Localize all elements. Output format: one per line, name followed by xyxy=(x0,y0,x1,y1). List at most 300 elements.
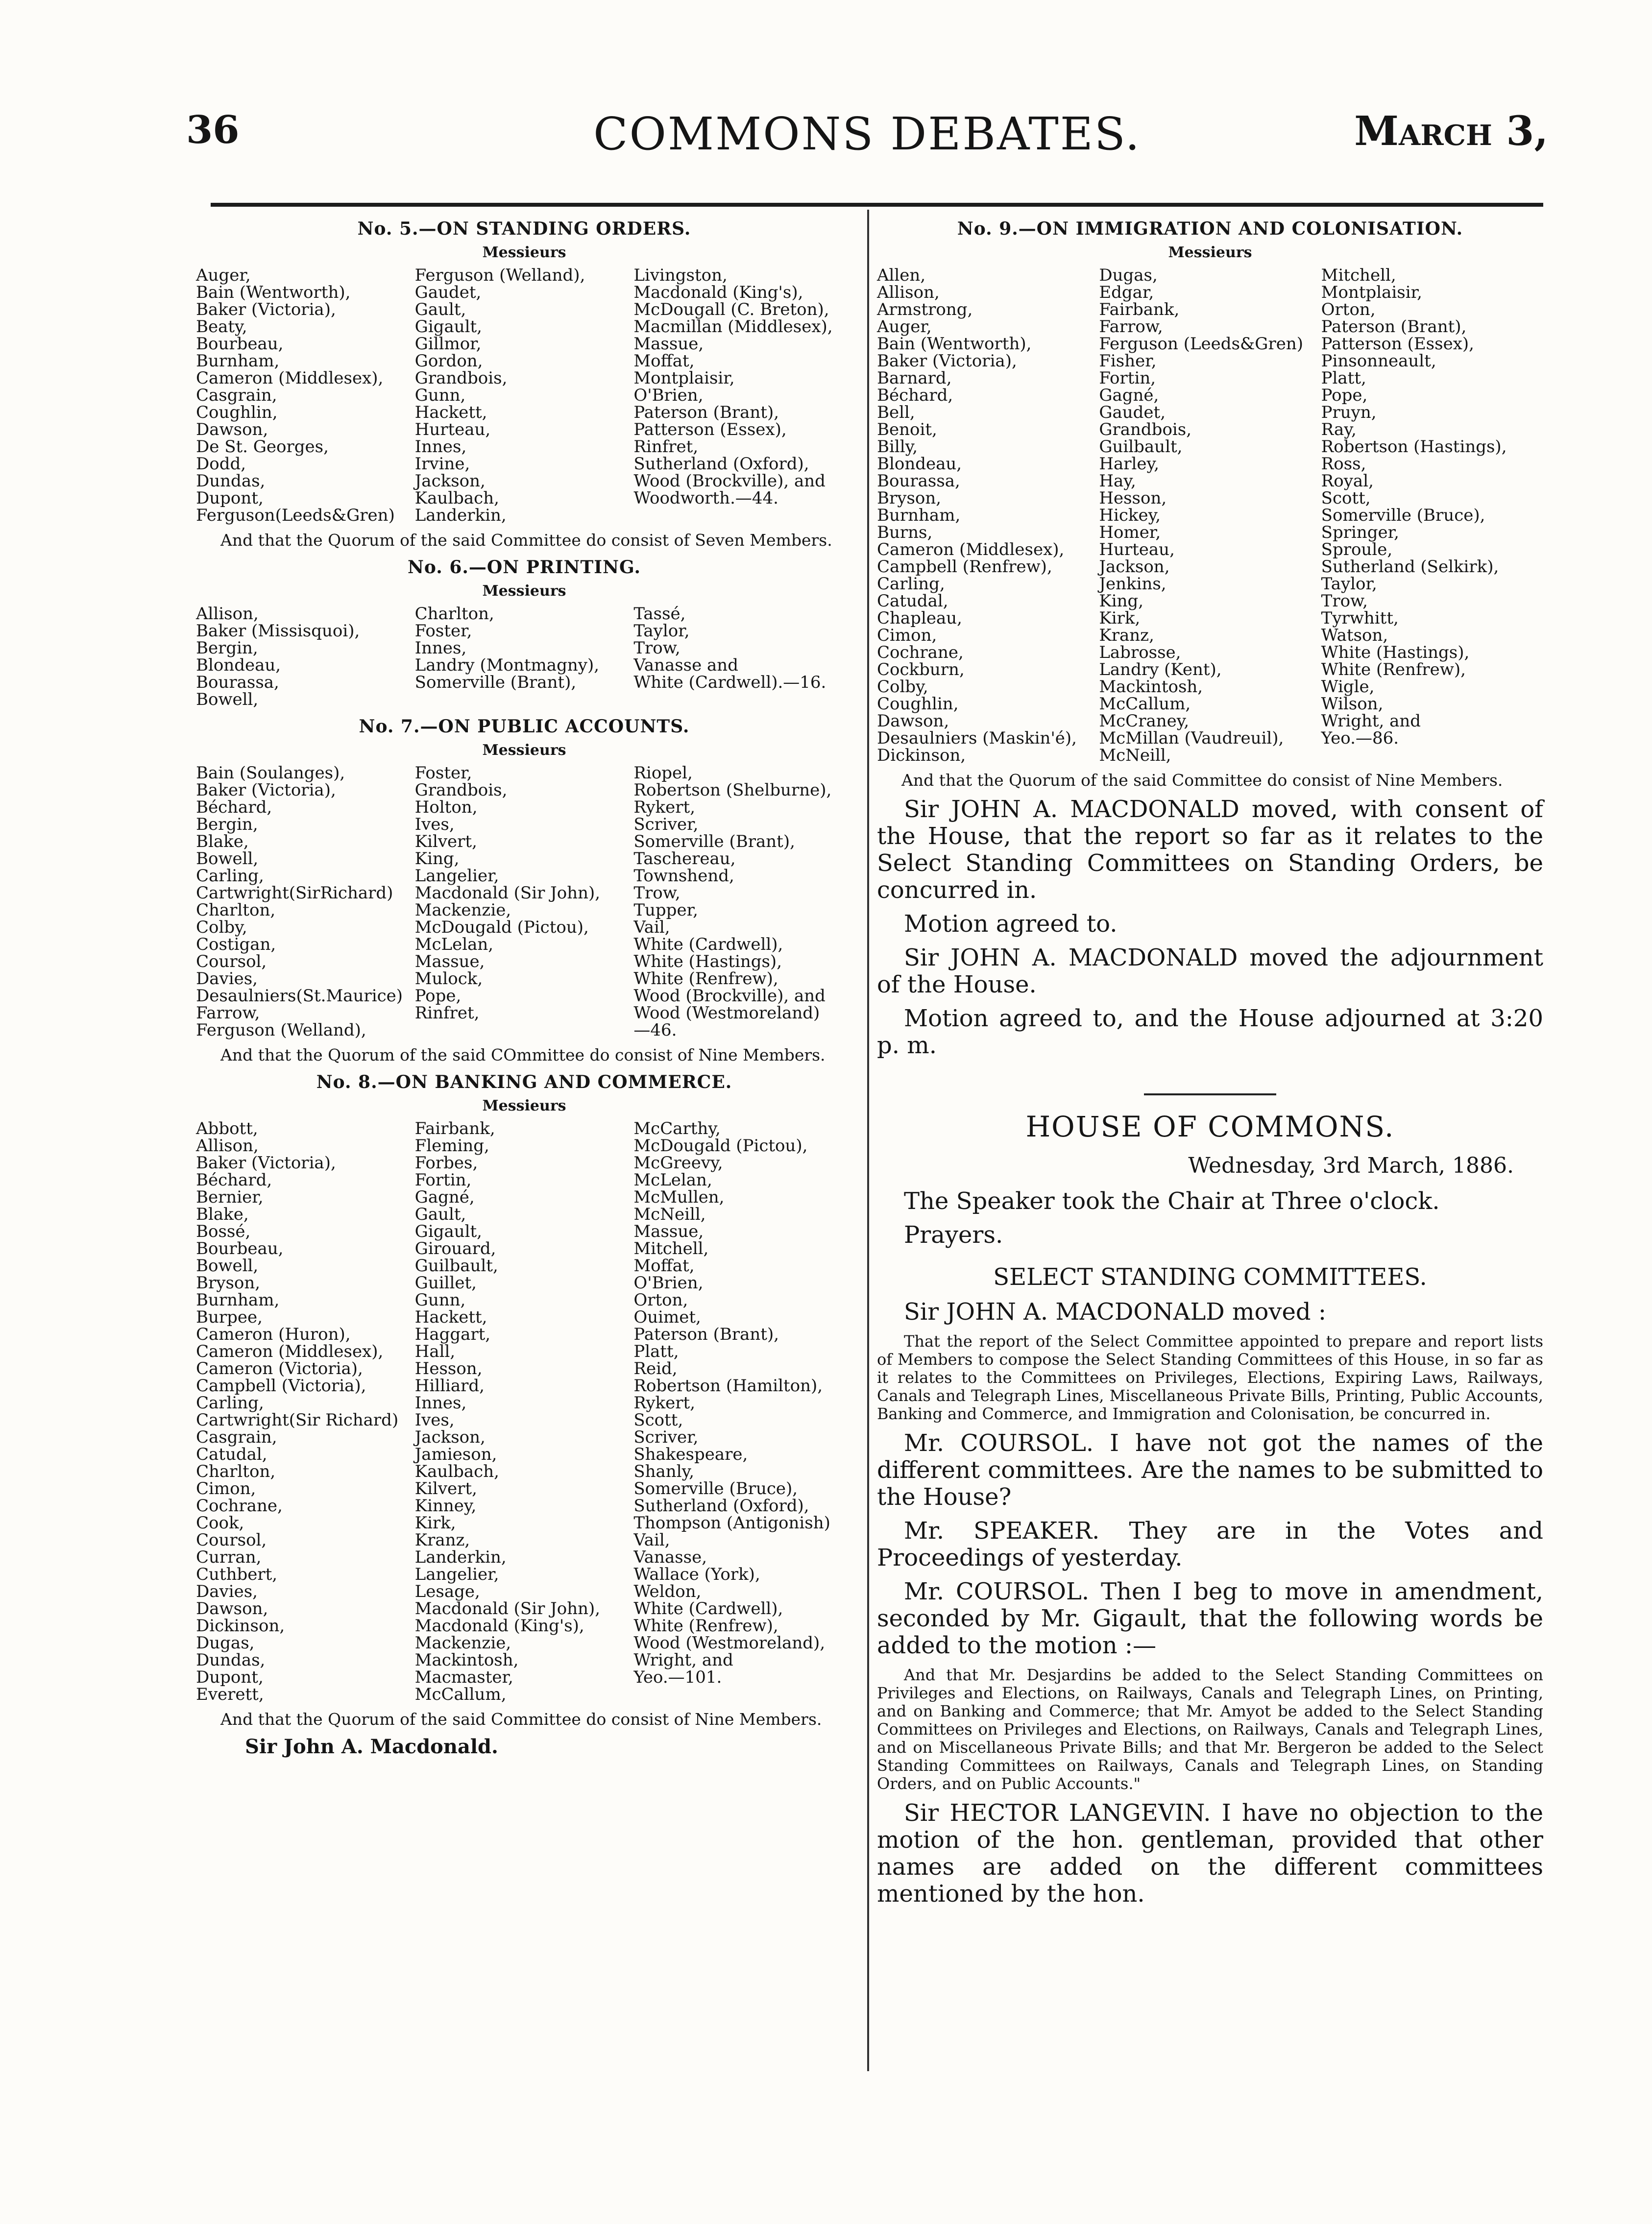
member-name: McCarthy, xyxy=(633,1119,721,1138)
member-name: Scott, xyxy=(633,1410,683,1430)
member-name: Forbes, xyxy=(414,1153,478,1173)
member-name: Homer, xyxy=(1099,523,1161,542)
member-name: Innes, xyxy=(414,638,467,658)
member-name: Costigan, xyxy=(196,935,276,954)
member-name: Watson, xyxy=(1321,626,1388,645)
paragraph: Mr. COURSOL. I have not got the names of the different committees. Are the names to be submitted to the House? xyxy=(877,1429,1543,1511)
member-name: Landerkin, xyxy=(414,1547,507,1567)
member-name: De St. Georges, xyxy=(196,437,329,457)
member-name: Reid, xyxy=(633,1359,678,1378)
paragraph: Mr. COURSOL. Then I beg to move in amendment, seconded by Mr. Gigault, that the following words be added to the motion :— xyxy=(877,1578,1543,1659)
member-name: Trow, xyxy=(633,638,680,658)
member-name: Mackintosh, xyxy=(1099,677,1203,697)
member-name: Grandbois, xyxy=(414,780,508,800)
member-name: Landry (Montmagny), xyxy=(414,655,600,675)
member-name: Montplaisir, xyxy=(633,368,735,388)
member-name: Blondeau, xyxy=(877,454,962,474)
member-name: Macmaster, xyxy=(414,1668,513,1687)
member-name: Pope, xyxy=(1321,386,1368,405)
member-name: Somerville (Brant), xyxy=(414,673,577,692)
member-name: McLelan, xyxy=(414,935,494,954)
member-name: Jenkins, xyxy=(1099,574,1166,594)
member-list xyxy=(196,1120,852,1703)
member-name: Colby, xyxy=(196,918,247,937)
member-name: Ferguson (Welland), xyxy=(196,1020,366,1040)
member-name: Irvine, xyxy=(414,454,470,474)
member-name: Jackson, xyxy=(414,471,486,491)
member-name: Bergin, xyxy=(196,638,258,658)
member-name: Ouimet, xyxy=(633,1307,701,1327)
member-name: Hackett, xyxy=(414,403,487,422)
member-name: Wallace (York), xyxy=(633,1565,760,1584)
member-name: Bossé, xyxy=(196,1222,251,1241)
member-name: Wood (Westmoreland), xyxy=(633,1633,826,1653)
member-name: Shanly, xyxy=(633,1462,695,1481)
member-name: Wood (Brockville), and xyxy=(633,471,826,491)
member-column xyxy=(415,605,634,708)
member-name: Vanasse and xyxy=(633,655,738,675)
member-name: McDougald (Pictou), xyxy=(414,918,589,937)
member-name: Scriver, xyxy=(633,815,699,834)
member-name: Bain (Wentworth), xyxy=(877,334,1032,354)
member-name: Béchard, xyxy=(877,386,953,405)
member-name: Mackenzie, xyxy=(414,1633,511,1653)
house-title: HOUSE OF COMMONS. xyxy=(1025,1110,1395,1143)
member-name: Foster, xyxy=(414,621,472,641)
member-name: Béchard, xyxy=(196,1170,272,1190)
member-name: Baker (Victoria), xyxy=(196,780,336,800)
member-name: Coughlin, xyxy=(196,403,278,422)
member-name: McNeill, xyxy=(633,1205,706,1224)
member-name: Carling, xyxy=(877,574,945,594)
member-name: Macdonald (Sir John), xyxy=(414,1599,601,1619)
member-name: Tyrwhitt, xyxy=(1321,608,1399,628)
member-name: Campbell (Renfrew), xyxy=(877,557,1052,577)
member-name: Macdonald (King's), xyxy=(633,283,803,302)
member-name: Gault, xyxy=(414,1205,466,1224)
member-name: Chapleau, xyxy=(877,608,962,628)
member-name: Dodd, xyxy=(196,454,246,474)
member-name: Blake, xyxy=(196,1205,249,1224)
member-name: Casgrain, xyxy=(196,386,277,405)
messieurs-label: Messieurs xyxy=(482,582,566,600)
member-name: Innes, xyxy=(414,1393,467,1413)
member-name: Girouard, xyxy=(414,1239,496,1258)
member-name: Bain (Soulanges), xyxy=(196,763,345,783)
member-name: Kaulbach, xyxy=(414,1462,499,1481)
date-label: March 3, xyxy=(1354,108,1548,155)
member-name: Gordon, xyxy=(414,351,483,371)
member-name: Paterson (Brant), xyxy=(633,403,779,422)
member-name: Gunn, xyxy=(414,1290,466,1310)
member-name: Labrosse, xyxy=(1099,643,1181,662)
member-name: Barnard, xyxy=(877,368,952,388)
member-name: Charlton, xyxy=(414,604,494,624)
member-name: Dawson, xyxy=(196,1599,268,1619)
quorum-note: And that the Quorum of the said Committee do consist of Seven Members. xyxy=(220,531,832,550)
member-name: Armstrong, xyxy=(877,300,973,319)
member-column xyxy=(633,765,852,1039)
member-column xyxy=(1321,267,1543,764)
member-name: Townshend, xyxy=(633,866,734,886)
member-name: Taylor, xyxy=(633,621,690,641)
member-name: Guilbault, xyxy=(414,1256,498,1276)
member-name: Royal, xyxy=(1321,471,1374,491)
member-name: Dickinson, xyxy=(877,746,966,765)
member-name: Thompson (Antigonish) xyxy=(633,1513,830,1533)
member-name: Dawson, xyxy=(877,711,949,731)
member-name: Gaudet, xyxy=(1099,403,1166,422)
member-name: Jackson, xyxy=(414,1427,486,1447)
member-name: Benoit, xyxy=(877,420,937,439)
member-name: Montplaisir, xyxy=(1321,283,1422,302)
masthead xyxy=(186,108,1548,176)
member-name: Kilvert, xyxy=(414,1479,477,1499)
member-name: Wood (Westmoreland) xyxy=(633,1003,820,1023)
member-name: Wigle, xyxy=(1321,677,1375,697)
member-name: Wright, and xyxy=(633,1650,733,1670)
member-name: Hesson, xyxy=(1099,488,1167,508)
member-name: McCallum, xyxy=(1099,694,1191,714)
member-name: Baker (Victoria), xyxy=(196,1153,336,1173)
sitting-date: Wednesday, 3rd March, 1886. xyxy=(1188,1153,1514,1178)
member-name: Sutherland (Selkirk), xyxy=(1321,557,1499,577)
member-name: White (Hastings), xyxy=(633,952,782,971)
member-name: Pruyn, xyxy=(1321,403,1377,422)
member-name: Robertson (Hamilton), xyxy=(633,1376,823,1396)
member-name: Cartwright(SirRichard) xyxy=(196,883,393,903)
member-name: Fisher, xyxy=(1099,351,1157,371)
paragraph: Sir JOHN A. MACDONALD moved the adjournment of the House. xyxy=(877,944,1543,998)
messieurs-label: Messieurs xyxy=(482,742,566,759)
member-name: Macmillan (Middlesex), xyxy=(633,317,833,337)
member-name: Riopel, xyxy=(633,763,693,783)
member-name: Bourbeau, xyxy=(196,1239,284,1258)
member-name: Davies, xyxy=(196,1582,258,1601)
member-name: Hurteau, xyxy=(1099,540,1175,559)
member-name: Wilson, xyxy=(1321,694,1384,714)
member-name: Kranz, xyxy=(1099,626,1154,645)
member-name: Ray, xyxy=(1321,420,1357,439)
member-name: Gagné, xyxy=(414,1187,475,1207)
member-name: Rinfret, xyxy=(633,437,699,457)
member-name: Cameron (Victoria), xyxy=(196,1359,363,1378)
member-column xyxy=(633,1120,852,1703)
member-name: Allen, xyxy=(877,266,926,285)
member-name: Catudal, xyxy=(877,591,948,611)
member-name: Dickinson, xyxy=(196,1616,285,1636)
paragraph: Motion agreed to. xyxy=(904,910,1118,938)
member-name: Yeo.—101. xyxy=(633,1668,722,1687)
member-name: Bryson, xyxy=(877,488,942,508)
member-name: Cockburn, xyxy=(877,660,965,679)
member-name: Landry (Kent), xyxy=(1099,660,1222,679)
member-name: Hesson, xyxy=(414,1359,483,1378)
member-name: Burpee, xyxy=(196,1307,263,1327)
member-name: —46. xyxy=(633,1020,677,1040)
paragraph: Mr. SPEAKER. They are in the Votes and Proceedings of yesterday. xyxy=(877,1517,1543,1571)
member-name: Baker (Victoria), xyxy=(877,351,1017,371)
member-column xyxy=(196,267,415,524)
member-name: Blondeau, xyxy=(196,655,281,675)
member-list xyxy=(196,267,852,524)
member-name: Cuthbert, xyxy=(196,1565,278,1584)
member-column xyxy=(196,605,415,708)
member-name: Cook, xyxy=(196,1513,244,1533)
member-name: Baker (Victoria), xyxy=(196,300,336,319)
member-name: Dugas, xyxy=(196,1633,255,1653)
member-name: Auger, xyxy=(877,317,932,337)
member-name: Allison, xyxy=(877,283,940,302)
member-name: Ferguson (Welland), xyxy=(414,266,585,285)
paragraph: Sir JOHN A. MACDONALD moved : xyxy=(904,1298,1327,1326)
member-name: Carling, xyxy=(196,866,264,886)
member-name: Billy, xyxy=(877,437,918,457)
member-name: Holton, xyxy=(414,798,478,817)
member-name: Scriver, xyxy=(633,1427,699,1447)
member-name: Mitchell, xyxy=(1321,266,1396,285)
member-name: Beaty, xyxy=(196,317,247,337)
section-rule xyxy=(1144,1093,1276,1095)
committee-printing xyxy=(196,557,852,708)
member-name: Carling, xyxy=(196,1393,264,1413)
member-name: Platt, xyxy=(1321,368,1366,388)
member-column xyxy=(415,765,634,1039)
member-name: Fairbank, xyxy=(1099,300,1180,319)
member-column xyxy=(1099,267,1321,764)
member-name: Harley, xyxy=(1099,454,1159,474)
member-column xyxy=(633,605,852,708)
member-name: Gault, xyxy=(414,300,466,319)
signature: Sir John A. Macdonald. xyxy=(245,1735,498,1758)
member-name: Burnham, xyxy=(877,506,961,525)
member-list xyxy=(196,765,852,1039)
left-column xyxy=(196,211,852,1758)
member-name: Cameron (Middlesex), xyxy=(877,540,1065,559)
member-name: Burnham, xyxy=(196,1290,280,1310)
journal-title: COMMONS DEBATES. xyxy=(593,108,1141,160)
member-name: Hall, xyxy=(414,1342,456,1361)
member-name: Massue, xyxy=(414,952,485,971)
member-name: Trow, xyxy=(1321,591,1368,611)
member-name: Sutherland (Oxford), xyxy=(633,454,809,474)
member-name: Gillmor, xyxy=(414,334,482,354)
quorum-note: And that the Quorum of the said COmmittee do consist of Nine Members. xyxy=(220,1045,826,1064)
member-name: Desaulniers (Maskin'é), xyxy=(877,728,1077,748)
member-name: Abbott, xyxy=(196,1119,258,1138)
member-name: Hay, xyxy=(1099,471,1136,491)
member-name: Shakespeare, xyxy=(633,1445,748,1464)
member-name: Mulock, xyxy=(414,969,483,989)
member-name: Tupper, xyxy=(633,900,698,920)
messieurs-label: Messieurs xyxy=(1168,244,1252,261)
member-name: Kinney, xyxy=(414,1496,477,1516)
member-name: Dupont, xyxy=(196,488,264,508)
member-name: Guilbault, xyxy=(1099,437,1183,457)
page-number: 36 xyxy=(186,108,240,152)
member-name: McLelan, xyxy=(633,1170,712,1190)
member-name: Livingston, xyxy=(633,266,728,285)
member-name: King, xyxy=(1099,591,1144,611)
member-name: Kaulbach, xyxy=(414,488,499,508)
member-name: Massue, xyxy=(633,1222,704,1241)
member-name: Bourassa, xyxy=(196,673,279,692)
member-name: Bourbeau, xyxy=(196,334,284,354)
member-name: Ives, xyxy=(414,815,455,834)
member-name: White (Renfrew), xyxy=(1321,660,1466,679)
member-name: Cameron (Huron), xyxy=(196,1325,351,1344)
member-name: Rykert, xyxy=(633,798,696,817)
member-name: Campbell (Victoria), xyxy=(196,1376,366,1396)
messieurs-label: Messieurs xyxy=(482,1097,566,1114)
committee-immigration xyxy=(877,218,1543,789)
member-name: Tassé, xyxy=(633,604,686,624)
member-name: Casgrain, xyxy=(196,1427,277,1447)
member-name: Davies, xyxy=(196,969,258,989)
member-name: O'Brien, xyxy=(633,1273,704,1293)
committee-public-accounts xyxy=(196,716,852,1064)
member-name: Everett, xyxy=(196,1685,264,1704)
member-name: Langelier, xyxy=(414,866,499,886)
member-column xyxy=(415,1120,634,1703)
member-name: Burns, xyxy=(877,523,933,542)
member-name: White (Renfrew), xyxy=(633,1616,778,1636)
member-name: Bowell, xyxy=(196,690,259,709)
paragraph: Sir HECTOR LANGEVIN. I have no objection to the motion of the hon. gentleman, provided that other names are added on the different committees mentioned by the hon. xyxy=(877,1799,1543,1908)
member-name: Patterson (Essex), xyxy=(1321,334,1474,354)
member-name: White (Cardwell).—16. xyxy=(633,673,826,692)
member-name: Robertson (Hastings), xyxy=(1321,437,1507,457)
member-name: Kirk, xyxy=(414,1513,456,1533)
member-name: Colby, xyxy=(877,677,928,697)
member-name: McDougall (C. Breton), xyxy=(633,300,829,319)
member-list xyxy=(877,267,1543,764)
member-name: Charlton, xyxy=(196,900,276,920)
member-name: Rinfret, xyxy=(414,1003,480,1023)
committee-heading: No. 9.—ON IMMIGRATION AND COLONISATION. xyxy=(957,218,1463,239)
member-name: Gaudet, xyxy=(414,283,482,302)
member-name: Cochrane, xyxy=(196,1496,283,1516)
member-name: Langelier, xyxy=(414,1565,499,1584)
member-name: Haggart, xyxy=(414,1325,491,1344)
member-name: Farrow, xyxy=(196,1003,260,1023)
member-name: Farrow, xyxy=(1099,317,1163,337)
member-name: Sproule, xyxy=(1321,540,1393,559)
member-name: Dundas, xyxy=(196,471,266,491)
member-name: Ives, xyxy=(414,1410,455,1430)
member-column xyxy=(877,267,1099,764)
member-name: Somerville (Bruce), xyxy=(1321,506,1485,525)
member-name: Woodworth.—44. xyxy=(633,488,778,508)
member-name: Innes, xyxy=(414,437,467,457)
member-name: Lesage, xyxy=(414,1582,480,1601)
member-name: Pinsonneault, xyxy=(1321,351,1436,371)
member-name: Kirk, xyxy=(1099,608,1141,628)
prayers-label: Prayers. xyxy=(904,1221,1003,1249)
member-name: Somerville (Brant), xyxy=(633,832,795,851)
member-name: Platt, xyxy=(633,1342,679,1361)
motion-text: That the report of the Select Committee appointed to prepare and report lists of Members to compose the Select Standing Committees of this House, in so far as it relates to the Committees on Privileges, Elections, Expiring Laws, Railways, Canals and Telegraph Lines, Miscellaneous Private Bills, Printing, Public Accounts, Banking and Commerce, and Immigration and Colonisation, be concurred in. xyxy=(877,1332,1543,1423)
member-name: Dawson, xyxy=(196,420,268,439)
member-name: Gunn, xyxy=(414,386,466,405)
member-name: Macdonald (Sir John), xyxy=(414,883,601,903)
member-name: Hilliard, xyxy=(414,1376,485,1396)
committee-banking-commerce xyxy=(196,1072,852,1728)
member-name: Burnham, xyxy=(196,351,280,371)
member-name: Moffat, xyxy=(633,351,695,371)
member-name: White (Cardwell), xyxy=(633,935,783,954)
member-name: Trow, xyxy=(633,883,680,903)
member-name: Taylor, xyxy=(1321,574,1377,594)
member-name: Massue, xyxy=(633,334,704,354)
member-name: Hackett, xyxy=(414,1307,487,1327)
member-name: Kilvert, xyxy=(414,832,477,851)
member-name: Wright, and xyxy=(1321,711,1421,731)
committee-heading: No. 8.—ON BANKING AND COMMERCE. xyxy=(316,1072,732,1092)
member-name: Mitchell, xyxy=(633,1239,709,1258)
member-name: Grandbois, xyxy=(1099,420,1192,439)
member-name: McNeill, xyxy=(1099,746,1171,765)
member-name: Coursol, xyxy=(196,1530,267,1550)
member-name: Scott, xyxy=(1321,488,1371,508)
member-name: Baker (Missisquoi), xyxy=(196,621,360,641)
member-name: McDougald (Pictou), xyxy=(633,1136,808,1156)
member-name: Edgar, xyxy=(1099,283,1154,302)
member-name: Cochrane, xyxy=(877,643,964,662)
member-name: Orton, xyxy=(633,1290,688,1310)
member-name: Guillet, xyxy=(414,1273,477,1293)
member-name: Auger, xyxy=(196,266,251,285)
member-name: Bowell, xyxy=(196,1256,259,1276)
section-title: SELECT STANDING COMMITTEES. xyxy=(993,1263,1427,1291)
member-name: Hurteau, xyxy=(414,420,491,439)
member-name: Cartwright(Sir Richard) xyxy=(196,1410,399,1430)
quorum-note: And that the Quorum of the said Committee do consist of Nine Members. xyxy=(901,771,1503,790)
member-name: McCallum, xyxy=(414,1685,507,1704)
member-name: Paterson (Brant), xyxy=(633,1325,779,1344)
member-name: Springer, xyxy=(1321,523,1399,542)
member-name: McMullen, xyxy=(633,1187,725,1207)
member-name: Bowell, xyxy=(196,849,259,869)
member-name: Fortin, xyxy=(414,1170,472,1190)
member-name: Ferguson(Leeds&Gren) xyxy=(196,506,395,525)
amendment-text: And that Mr. Desjardins be added to the Select Standing Committees on Privileges and Elections, on Railways, Canals and Telegraph Lines, on Printing, and on Banking and Commerce; that Mr. Amyot be added to the Select Standing Committees on Privileges and Elections, on Railways, Canals and Telegraph Lines, and on Miscellaneous Private Bills; and that Mr. Bergeron be added to the Select Standing Committees on Railways, Canals and Telegraph Lines, on Standing Orders, and on Public Accounts." xyxy=(877,1666,1543,1793)
member-name: Catudal, xyxy=(196,1445,267,1464)
member-name: Cimon, xyxy=(877,626,937,645)
member-name: Allison, xyxy=(196,1136,259,1156)
member-name: O'Brien, xyxy=(633,386,704,405)
member-name: Landerkin, xyxy=(414,506,507,525)
member-name: McMillan (Vaudreuil), xyxy=(1099,728,1284,748)
member-name: Cimon, xyxy=(196,1479,256,1499)
committee-heading: No. 7.—ON PUBLIC ACCOUNTS. xyxy=(359,716,690,737)
masthead-rule xyxy=(211,203,1543,207)
member-name: Patterson (Essex), xyxy=(633,420,787,439)
member-name: Charlton, xyxy=(196,1462,276,1481)
member-name: Mackintosh, xyxy=(414,1650,519,1670)
member-name: King, xyxy=(414,849,460,869)
member-name: Kranz, xyxy=(414,1530,470,1550)
member-name: Fleming, xyxy=(414,1136,489,1156)
member-name: Bergin, xyxy=(196,815,258,834)
member-name: Grandbois, xyxy=(414,368,508,388)
member-name: Cameron (Middlesex), xyxy=(196,368,384,388)
member-name: Desaulniers(St.Maurice) xyxy=(196,986,403,1006)
member-name: Dundas, xyxy=(196,1650,266,1670)
member-name: Weldon, xyxy=(633,1582,702,1601)
member-column xyxy=(196,1120,415,1703)
member-name: Cameron (Middlesex), xyxy=(196,1342,384,1361)
